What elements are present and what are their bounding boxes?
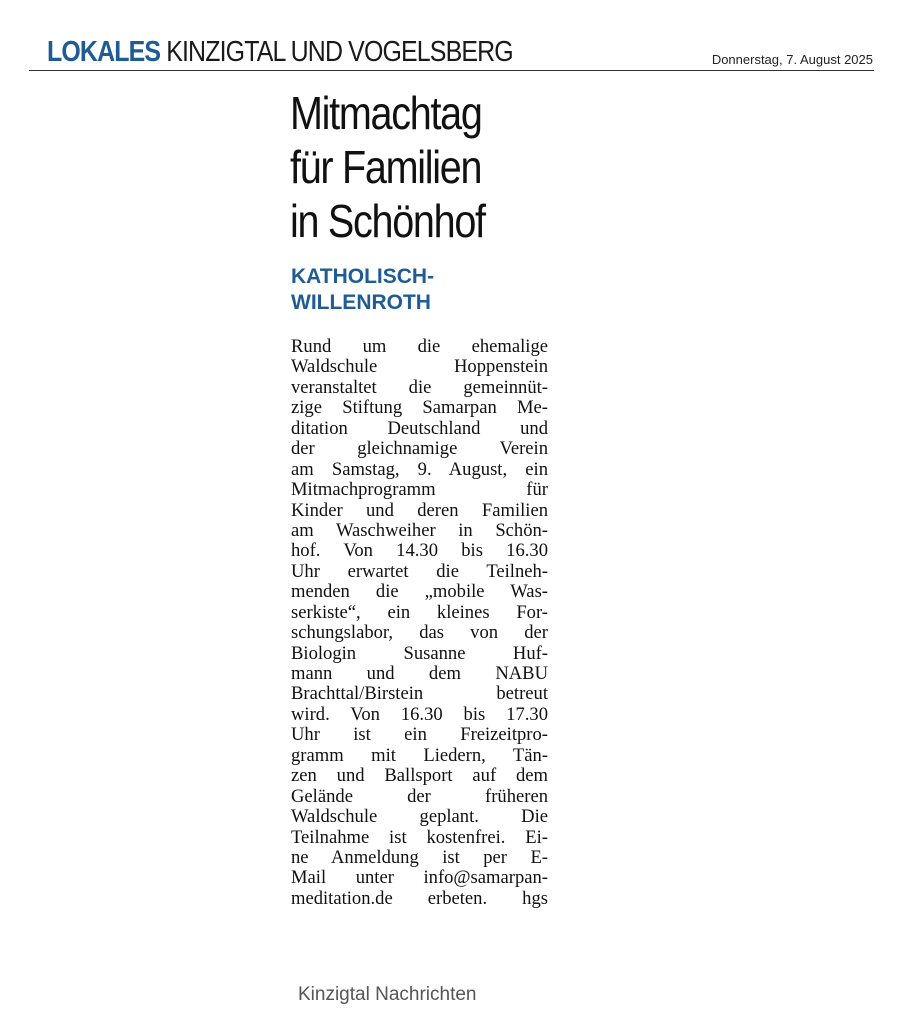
headline [290, 86, 548, 248]
body-line: schungslabor, das von der [291, 623, 548, 644]
source-credit: Kinzigtal Nachrichten [298, 984, 477, 1005]
region-name: KINZIGTAL UND VOGELSBERG [166, 36, 513, 68]
body-line: Teilnahme ist kostenfrei. Ei- [291, 827, 548, 848]
body-line: gramm mit Liedern, Tän- [291, 745, 548, 766]
body-line: Kinder und deren Familien [291, 500, 548, 521]
body-line: Brachttal/Birstein betreut [291, 684, 548, 705]
body-line: Mail unter info@samarpan- [291, 868, 548, 889]
body-line: am Waschweiher in Schön- [291, 520, 548, 541]
body-line: zige Stiftung Samarpan Me- [291, 398, 548, 419]
headline-line: in Schönhof [290, 195, 485, 247]
body-line: Mitmachprogramm für [291, 480, 548, 501]
headline-line: für Familien [290, 141, 482, 193]
body-line: meditation.de erbeten. hgs [291, 888, 548, 909]
body-line: Uhr ist ein Freizeitpro- [291, 725, 548, 746]
headline-line: Mitmachtag [290, 87, 482, 139]
article-body [291, 337, 548, 909]
body-line: Biologin Susanne Huf- [291, 643, 548, 664]
body-line: Uhr erwartet die Teilneh- [291, 561, 548, 582]
dateline-line: WILLENROTH [291, 291, 431, 314]
body-line: am Samstag, 9. August, ein [291, 459, 548, 480]
body-line: mann und dem NABU [291, 664, 548, 684]
dateline [291, 264, 591, 316]
dateline-line: KATHOLISCH- [291, 265, 435, 288]
body-line: Waldschule geplant. Die [291, 807, 548, 828]
publication-date: Donnerstag, 7. August 2025 [711, 52, 873, 67]
body-line: menden die „mobile Was- [291, 582, 548, 603]
body-line: der gleichnamige Verein [291, 439, 548, 460]
body-line: hof. Von 14.30 bis 16.30 [291, 541, 548, 562]
body-line: ne Anmeldung ist per E- [291, 847, 548, 868]
body-line: ditation Deutschland und [291, 418, 548, 439]
body-line: serkiste“, ein kleines For- [291, 602, 548, 623]
body-line: Rund um die ehemalige [291, 337, 548, 357]
header-rule [29, 70, 874, 71]
body-line: Gelände der früheren [291, 786, 548, 807]
section-name: LOKALES [47, 36, 161, 68]
body-line: wird. Von 16.30 bis 17.30 [291, 704, 548, 725]
body-line: zen und Ballsport auf dem [291, 766, 548, 787]
masthead [47, 34, 513, 70]
body-line: Waldschule Hoppenstein [291, 357, 548, 378]
body-line: veranstaltet die gemeinnüt- [291, 377, 548, 398]
